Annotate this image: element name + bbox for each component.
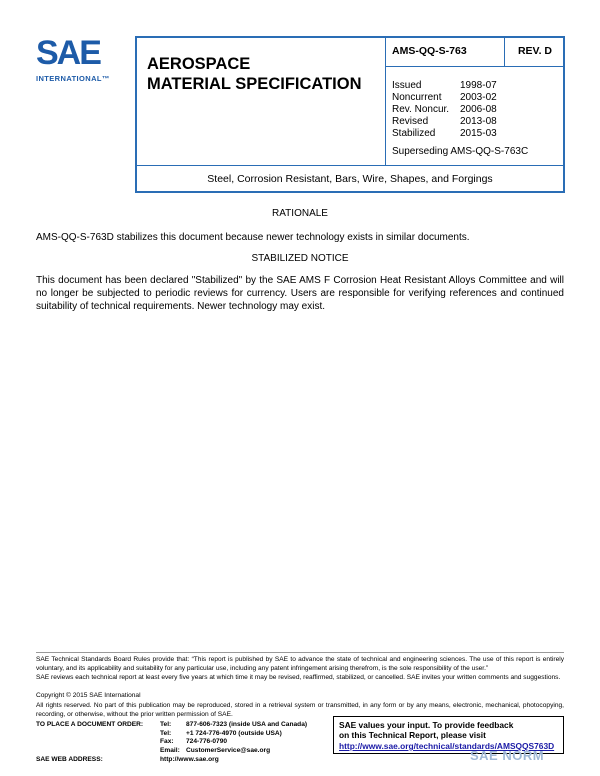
date-row-rev-noncur	[392, 104, 497, 116]
title-cell	[137, 38, 385, 165]
contact-label: Tel:	[160, 721, 172, 728]
web-address-label: SAE WEB ADDRESS:	[36, 756, 103, 763]
date-label: Issued	[392, 80, 422, 91]
date-row-stabilized	[392, 128, 497, 140]
date-label: Rev. Noncur.	[392, 104, 450, 115]
rationale-heading: RATIONALE	[272, 208, 328, 219]
date-row-revised	[392, 116, 497, 128]
date-value: 2013-08	[460, 116, 497, 127]
document-info-cell	[385, 38, 564, 165]
logo-subtitle: INTERNATIONAL™	[36, 74, 110, 83]
feedback-link[interactable]: http://www.sae.org/technical/standards/AMSQQS763D	[339, 741, 555, 751]
feedback-line-1: SAE values your input. To provide feedback	[339, 720, 514, 730]
revision-cell	[504, 38, 565, 66]
contact-value: +1 724-776-4970 (outside USA)	[186, 729, 282, 737]
date-label: Noncurrent	[392, 92, 442, 103]
date-label: Revised	[392, 116, 429, 127]
footer-copyright: Copyright © 2015 SAE International	[36, 692, 141, 699]
sae-logo	[36, 36, 114, 86]
feedback-line-2: on this Technical Report, please visit	[339, 730, 486, 740]
date-value: 2015-03	[460, 128, 497, 139]
subject-row	[137, 165, 563, 192]
revision-label: REV. D	[517, 45, 553, 57]
logo-mark: SAE	[36, 34, 100, 72]
superseding-note: Superseding AMS-QQ-S-763C	[392, 146, 529, 157]
rationale-text: AMS-QQ-S-763D stabilizes this document because newer technology exists in similar documents.	[36, 232, 470, 243]
document-subject: Steel, Corrosion Resistant, Bars, Wire, Shapes, and Forgings	[207, 173, 493, 185]
title-line-1: AEROSPACE	[147, 55, 251, 73]
title-line-2: MATERIAL SPECIFICATION	[147, 75, 362, 93]
contact-label: Tel:	[160, 729, 172, 737]
web-address-link[interactable]: http://www.sae.org	[160, 756, 219, 763]
contact-label: Email:	[160, 746, 180, 754]
footer-divider	[36, 652, 564, 653]
footer-review-text: SAE reviews each technical report at least every five years at which time it may be revised, reaffirmed, stabilized, or cancelled. SAE invites your written comments and suggestions.	[36, 674, 561, 681]
date-value: 1998-07	[460, 80, 497, 91]
date-value: 2003-02	[460, 92, 497, 103]
order-label: TO PLACE A DOCUMENT ORDER:	[36, 721, 144, 728]
watermark: SAE NORM	[470, 748, 545, 763]
contact-label: Fax:	[160, 738, 174, 745]
contact-value: 877-606-7323 (inside USA and Canada)	[186, 721, 308, 728]
stabilized-notice-text: This document has been declared "Stabilized" by the SAE AMS F Corrosion Heat Resistant Alloys Committee and will no longer be subjected to periodic reviews for currency. Users are responsible for verifying references and continued suitability of technical requirements. Newer technology may exist.	[36, 275, 564, 312]
stabilized-notice-heading: STABILIZED NOTICE	[251, 253, 349, 264]
footer-rules-text: SAE Technical Standards Board Rules provide that: “This report is published by SAE to advance the state of technical and engineering sciences. The use of this report is entirely voluntary, and its applicability and suitability for any particular use, including any patent infringement arising therefrom, is the sole responsibility of the user.”	[36, 656, 564, 672]
contact-value: 724-776-0790	[186, 738, 228, 745]
document-number-row	[386, 38, 564, 67]
date-row-issued	[392, 80, 497, 92]
footer-rights-text: All rights reserved. No part of this publication may be reproduced, stored in a retrieval system or transmitted, in any form or by any means, electronic, mechanical, photocopying, recording, or otherwise, without the prior written permission of SAE.	[36, 702, 564, 718]
date-value: 2006-08	[460, 104, 497, 115]
date-label: Stabilized	[392, 128, 436, 139]
contact-email-link[interactable]: CustomerService@sae.org	[186, 746, 271, 754]
document-number: AMS-QQ-S-763	[392, 45, 467, 57]
spec-header-box	[135, 36, 565, 193]
date-row-noncurrent	[392, 92, 497, 104]
